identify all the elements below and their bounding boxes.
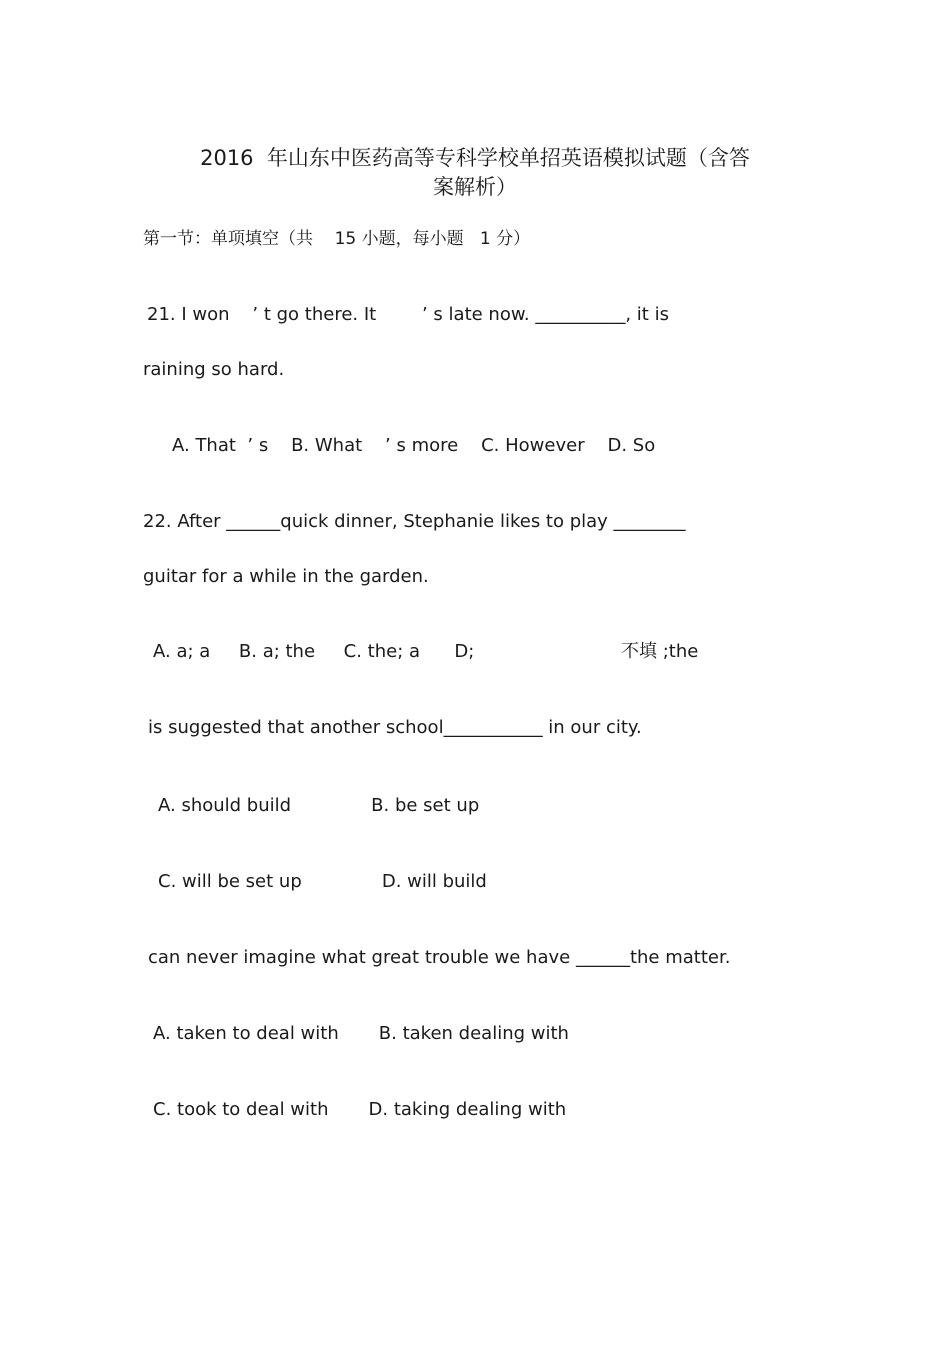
question-24-stem: can never imagine what great trouble we have ______the matter. [148,947,731,968]
question-21-line-1: 21. I won ’ t go there. It ’ s late now. __________, it is [147,304,669,325]
section-heading: 第一节：单项填空（共 15 小题，每小题 1 分） [143,229,531,249]
question-21-line-2: raining so hard. [143,359,285,380]
question-22-options: A. a; a B. a; the C. the; a D; [153,641,475,662]
question-22-line-2: guitar for a while in the garden. [143,566,429,587]
question-23-options-row-2: C. will be set up D. will build [158,871,487,892]
document-title-line-2: 案解析） [433,175,517,199]
question-24-options-row-1: A. taken to deal with B. taken dealing with [153,1023,569,1044]
document-title-line-1: 2016 年山东中医药高等专科学校单招英语模拟试题（含答 [200,146,750,170]
question-23-stem: is suggested that another school___________ in our city. [148,717,642,738]
question-22-option-d-text: 不填 ;the [621,641,699,662]
question-24-options-row-2: C. took to deal with D. taking dealing with [153,1099,567,1120]
question-22-line-1: 22. After ______quick dinner, Stephanie likes to play ________ [143,511,686,532]
question-21-options: A. That ’ s B. What ’ s more C. However D. So [172,435,656,456]
question-23-options-row-1: A. should build B. be set up [158,795,480,816]
